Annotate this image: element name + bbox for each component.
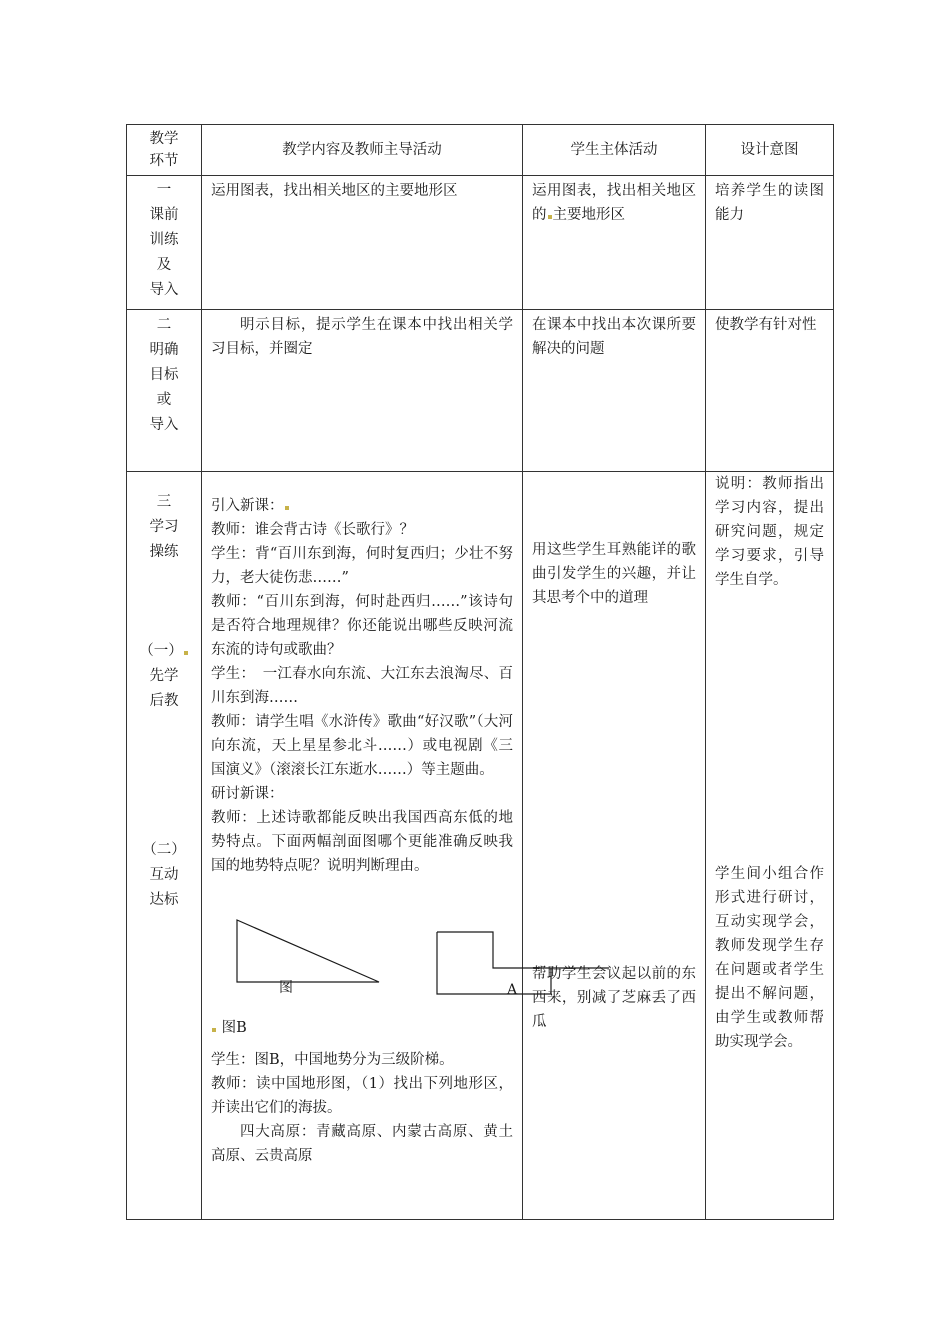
stage-line: 导入 xyxy=(149,417,179,433)
edit-mark-icon xyxy=(212,1028,216,1032)
design-intent-3 xyxy=(706,472,834,1220)
design-intent-1 xyxy=(706,176,834,310)
intent-text: 培养学生的读图能力 xyxy=(715,183,824,223)
stage-line: 操练 xyxy=(149,544,179,560)
student-activity-1 xyxy=(523,176,706,310)
student-text: 运用图表，找出相关地区的 xyxy=(532,183,696,223)
teacher-text: 学生： 一江春水向东流、大江东去浪淘尽、百川东到海…… xyxy=(211,666,513,706)
stage-line: 目标 xyxy=(149,367,179,383)
stage-sub-label: （一） xyxy=(139,643,183,659)
edit-mark-icon xyxy=(184,651,188,655)
teacher-text: 教师：“百川东到海，何时赴西归……”该诗句是否符合地理规律？你还能说出哪些反映河流东流的诗句或歌曲？ xyxy=(211,594,513,658)
teacher-text: 教师：请学生唱《水浒传》歌曲“好汉歌”（大河向东流，天上星星参北斗……）或电视剧《三国演义》（滚滚长江东逝水……）等主题曲。 xyxy=(211,714,513,778)
stage-line: 二 xyxy=(156,317,172,333)
teacher-text: 研讨新课： xyxy=(211,786,284,802)
teacher-text: 教师：读中国地形图，（1）找出下列地形区，并读出它们的海拔。 xyxy=(211,1076,513,1116)
header-teacher: 教学内容及教师主导活动 xyxy=(202,125,523,176)
stage-line: 及 xyxy=(156,257,172,273)
teacher-activity-1 xyxy=(202,176,523,310)
edit-mark-icon xyxy=(285,506,289,510)
header-stage xyxy=(127,125,202,176)
lesson-plan-table xyxy=(126,124,834,1220)
student-text: 在课本中找出本次课所要解决的问题 xyxy=(532,317,696,357)
teacher-text: 四大高原：青藏高原、内蒙古高原、黄土高原、云贵高原 xyxy=(211,1124,513,1164)
table-row xyxy=(127,176,834,310)
edit-mark-icon xyxy=(548,215,552,219)
teacher-text: 引入新课： xyxy=(211,498,284,514)
intent-text: 使教学有针对性 xyxy=(715,317,817,333)
table-header-row xyxy=(127,125,834,176)
teacher-activity-3 xyxy=(202,472,523,1220)
teacher-text: 学生：图B，中国地势分为三级阶梯。 xyxy=(211,1052,454,1068)
header-student: 学生主体活动 xyxy=(523,125,706,176)
intent-text: 说明：教师指出学习内容，提出研究问题，规定学习要求，引导学生自学。 xyxy=(715,476,824,588)
profile-b-outline xyxy=(437,932,551,994)
student-activity-3 xyxy=(523,472,706,1220)
teacher-text: 教师：上述诗歌都能反映出我国西高东低的地势特点。下面两幅剖面图哪个更能准确反映我国的地势特点呢？说明判断理由。 xyxy=(211,810,513,874)
design-intent-2 xyxy=(706,310,834,472)
profile-a-triangle xyxy=(237,920,379,982)
stage-line: 互动 xyxy=(149,867,179,883)
stage-line: 学习 xyxy=(149,519,179,535)
student-text: 用这些学生耳熟能详的歌曲引发学生的兴趣，并让其思考个中的道理 xyxy=(532,542,696,606)
stage-cell-1 xyxy=(127,176,202,310)
stage-line: 课前 xyxy=(149,207,179,223)
figure-label-a: 图 xyxy=(279,980,293,996)
stage-line: 先学 xyxy=(149,668,179,684)
table-row xyxy=(127,310,834,472)
stage-line: 导入 xyxy=(149,282,179,298)
teacher-text: 教师：谁会背古诗《长歌行》？ xyxy=(211,522,414,538)
header-intent: 设计意图 xyxy=(706,125,834,176)
stage-cell-2 xyxy=(127,310,202,472)
figure-label-b: A xyxy=(507,982,518,998)
stage-line: 后教 xyxy=(149,693,179,709)
stage-line: 训练 xyxy=(149,232,179,248)
teacher-activity-2 xyxy=(202,310,523,472)
stage-line: 三 xyxy=(156,494,172,510)
table-row xyxy=(127,472,834,1220)
profile-diagrams xyxy=(211,878,518,1016)
stage-line: （二） xyxy=(142,842,186,858)
figure-caption: 图B xyxy=(221,1020,247,1036)
stage-cell-3 xyxy=(127,472,202,1220)
student-activity-2 xyxy=(523,310,706,472)
stage-line: 明确 xyxy=(149,342,179,358)
student-text: 帮助学生会议起以前的东西来，别减了芝麻丢了西瓜 xyxy=(532,966,696,1030)
student-text: 主要地形区 xyxy=(552,207,625,223)
stage-line xyxy=(129,639,199,664)
profile-diagram-svg xyxy=(211,878,631,1016)
intent-text: 学生间小组合作形式进行研讨，互动实现学会，教师发现学生存在问题或者学生提出不解问题，由学生或教师帮助实现学会。 xyxy=(715,866,824,1050)
stage-line: 一 xyxy=(156,182,172,198)
intro-line xyxy=(211,494,513,518)
header-stage-text: 教学环节 xyxy=(149,130,179,169)
figure-caption-line xyxy=(211,1016,513,1040)
teacher-text: 明示目标，提示学生在课本中找出相关学习目标，并圈定 xyxy=(211,317,513,357)
profile-b-steps xyxy=(437,932,609,968)
teacher-text: 学生：背“百川东到海，何时复西归；少壮不努力，老大徒伤悲……” xyxy=(211,546,513,586)
stage-line: 达标 xyxy=(149,892,179,908)
teacher-text: 运用图表，找出相关地区的主要地形区 xyxy=(211,183,458,199)
stage-line: 或 xyxy=(156,392,172,408)
